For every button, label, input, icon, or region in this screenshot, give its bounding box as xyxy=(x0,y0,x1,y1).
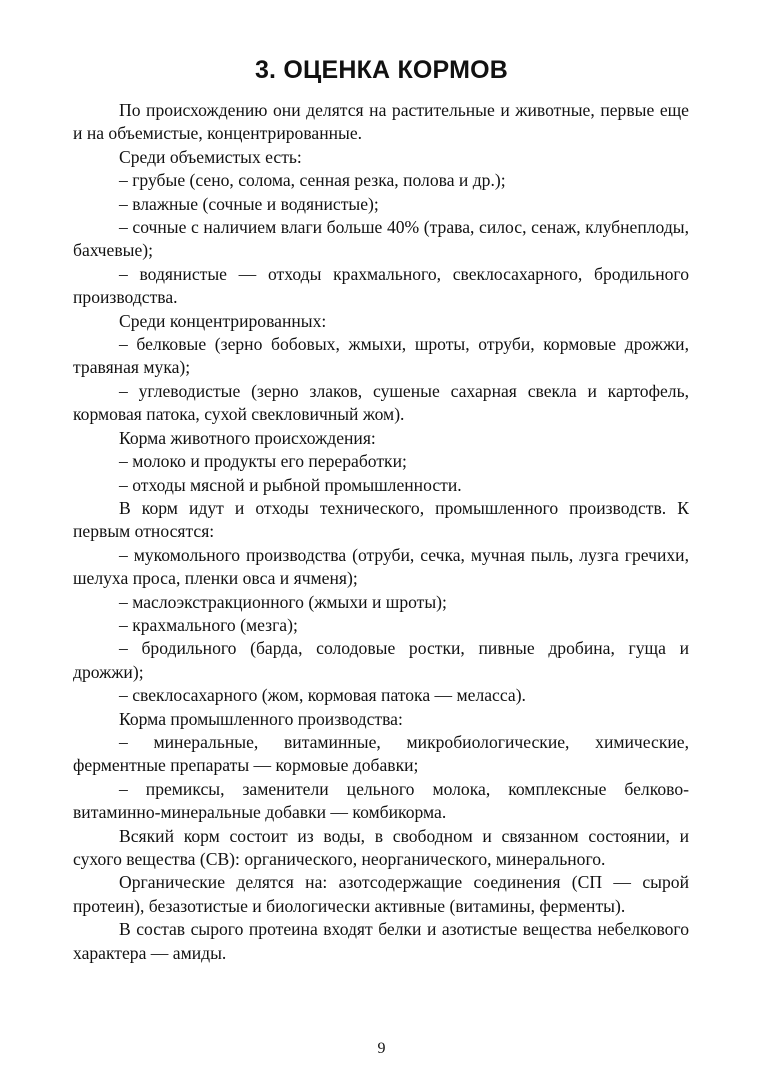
section-title: 3. ОЦЕНКА КОРМОВ xyxy=(254,56,509,84)
list-item: – белковые (зерно бобовых, жмыхи, шроты, отруби, кормовые дрожжи, травяная мука); xyxy=(73,334,689,378)
list-item: – молоко и продукты его переработки; xyxy=(119,451,407,472)
paragraph: Органические делятся на: азотсодержащие соединения (СП — сырой протеин), безазотистые и биологически активные (витамины, ферменты). xyxy=(73,872,689,916)
list-item: – бродильного (барда, солодовые ростки, пивные дробина, гуща и дрожжи); xyxy=(73,638,689,682)
list-item: – мукомольного производства (отруби, сечка, мучная пыль, лузга гречихи, шелуха проса, пленки овса и ячменя); xyxy=(73,544,689,589)
paragraph: В состав сырого протеина входят белки и азотистые вещества небелкового характера — амиды. xyxy=(73,919,689,963)
list-item: – минеральные, витаминные, микробиологические, химические, ферментные препараты — кормовые добавки; xyxy=(73,731,689,776)
paragraph: Среди концентрированных: xyxy=(119,310,327,331)
list-item: – водянистые — отходы крахмального, свеклосахарного, бродильного производства. xyxy=(73,263,689,308)
list-item: – премиксы, заменители цельного молока, комплексные белково-витаминно-минеральные добавки — комбикорма. xyxy=(73,778,689,823)
list-item: – углеводистые (зерно злаков, сушеные сахарная свекла и картофель, кормовая патока, сухой свекловичный жом). xyxy=(73,380,689,425)
list-item: – отходы мясной и рыбной промышленности. xyxy=(119,474,462,495)
paragraph: Корма промышленного производства: xyxy=(119,708,403,729)
list-item: – влажные (сочные и водянистые); xyxy=(119,193,379,214)
body-text xyxy=(73,99,689,965)
paragraph: Корма животного происхождения: xyxy=(119,427,376,448)
list-item: – маслоэкстракционного (жмыхи и шроты); xyxy=(119,591,447,612)
paragraph: В корм идут и отходы технического, промышленного производств. К первым относятся: xyxy=(73,497,689,542)
paragraph: Среди объемистых есть: xyxy=(119,146,302,167)
list-item: – крахмального (мезга); xyxy=(119,614,298,635)
list-item: – грубые (сено, солома, сенная резка, полова и др.); xyxy=(119,170,506,191)
page-number: 9 xyxy=(377,1040,386,1057)
list-item: – сочные с наличием влаги больше 40% (трава, силос, сенаж, клубнеплоды, бахчевые); xyxy=(73,217,689,261)
paragraph: По происхождению они делятся на растительные и животные, первые еще и на объемистые, концентрированные. xyxy=(73,100,689,144)
list-item: – свеклосахарного (жом, кормовая патока — меласса). xyxy=(119,685,526,706)
paragraph: Всякий корм состоит из воды, в свободном и связанном состоянии, и сухого вещества (СВ): органического, неорганического, минерального. xyxy=(73,825,689,869)
